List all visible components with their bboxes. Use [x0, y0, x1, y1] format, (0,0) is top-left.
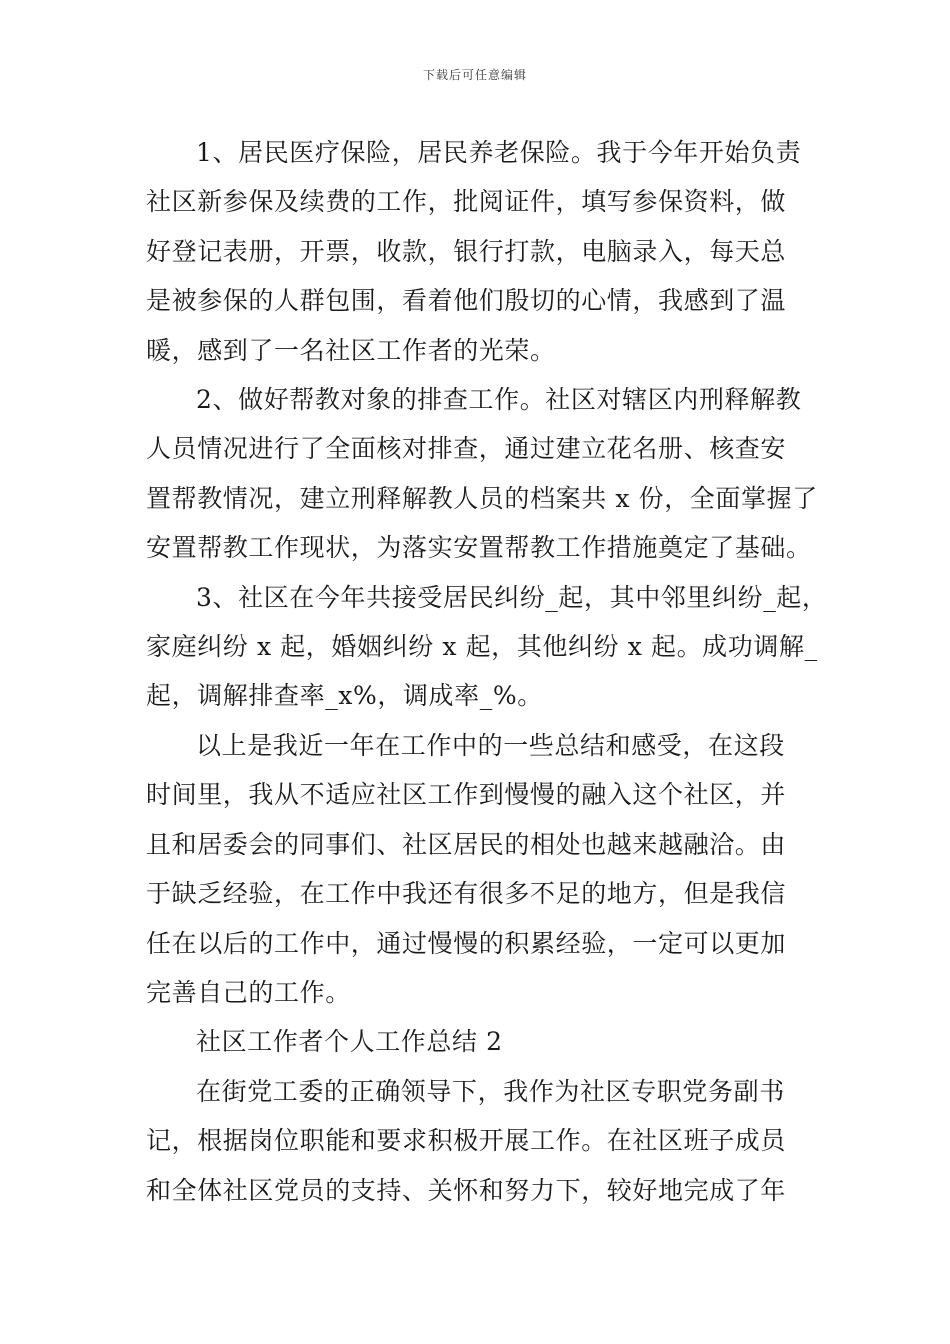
text-line: 家庭纠纷 x 起，婚姻纠纷 x 起，其他纠纷 x 起。成功调解_	[146, 632, 818, 662]
paragraph-assistance	[146, 375, 836, 573]
text-line: 起，调解排查率_x%，调成率_%。	[146, 681, 543, 711]
paragraph-summary	[146, 721, 836, 1017]
text-line: 以上是我近一年在工作中的一些总结和感受，在这段	[196, 730, 785, 760]
paragraph-insurance	[146, 128, 836, 375]
paragraph-disputes	[146, 573, 836, 721]
text-line: 好登记表册，开票，收款，银行打款，电脑录入，每天总	[146, 236, 787, 266]
text-line: 置帮教情况，建立刑释解教人员的档案共 x 份，全面掌握了	[146, 483, 818, 513]
page-header-note: 下载后可任意编辑	[422, 68, 527, 82]
text-line: 1、居民医疗保险，居民养老保险。我于今年开始负责	[196, 138, 802, 167]
text-line: 任在以后的工作中，通过慢慢的积累经验，一定可以更加	[146, 928, 787, 958]
text-line: 3、社区在今年共接受居民纠纷_起，其中邻里纠纷_起，	[196, 582, 828, 612]
text-line: 是被参保的人群包围，看着他们殷切的心情，我感到了温	[146, 286, 787, 316]
text-line: 暖，感到了一名社区工作者的光荣。	[146, 335, 556, 365]
text-line: 在街党工委的正确领导下，我作为社区专职党务副书	[196, 1076, 785, 1106]
text-line: 记，根据岗位职能和要求积极开展工作。在社区班子成员	[146, 1126, 787, 1156]
text-line: 社区新参保及续费的工作，批阅证件，填写参保资料，做	[146, 187, 787, 217]
text-line: 人员情况进行了全面核对排查，通过建立花名册、核查安	[146, 434, 787, 464]
text-line: 2、做好帮教对象的排查工作。社区对辖区内刑释解教	[196, 385, 802, 415]
text-line: 完善自己的工作。	[146, 977, 351, 1007]
paragraph-party-work	[146, 1067, 836, 1215]
text-line: 安置帮教工作现状，为落实安置帮教工作措施奠定了基础。	[146, 533, 812, 563]
section-title: 社区工作者个人工作总结 2	[196, 1027, 503, 1057]
text-line: 时间里，我从不适应社区工作到慢慢的融入这个社区，并	[146, 780, 787, 810]
text-line: 和全体社区党员的支持、关怀和努力下，较好地完成了年	[146, 1175, 787, 1205]
text-line: 于缺乏经验，在工作中我还有很多不足的地方，但是我信	[146, 879, 787, 909]
text-line: 且和居委会的同事们、社区居民的相处也越来越融洽。由	[146, 829, 787, 859]
document-body	[146, 128, 836, 1215]
